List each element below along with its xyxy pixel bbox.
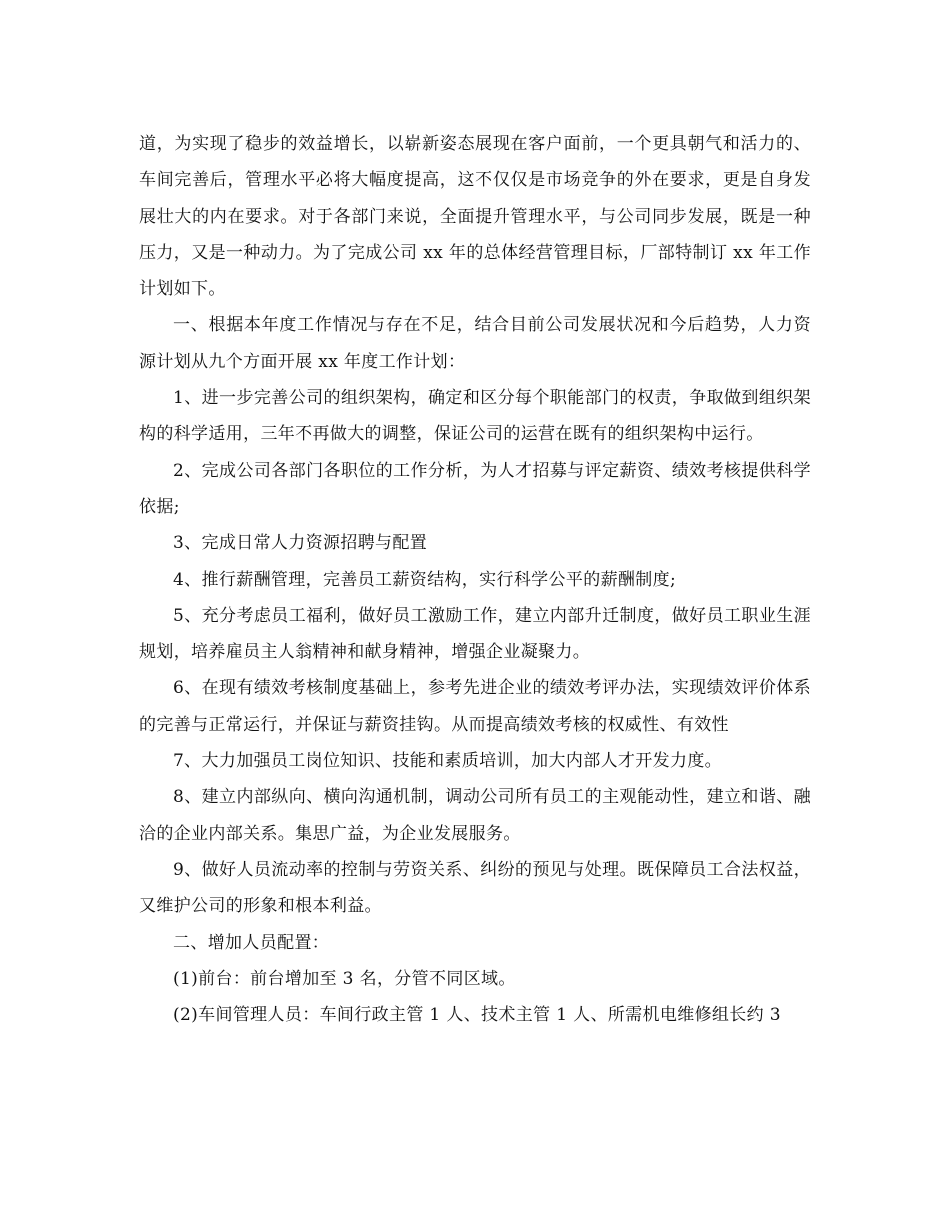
document-body <box>139 126 811 1033</box>
paragraph-staffing-front-desk: (1)前台：前台增加至 3 名，分管不同区域。 <box>173 968 516 989</box>
paragraph-item-3: 3、完成日常人力资源招聘与配置 <box>173 533 428 554</box>
paragraph-item-7: 7、大力加强员工岗位知识、技能和素质培训，加大内部人才开发力度。 <box>173 751 723 772</box>
paragraph-item-2: 2、完成公司各部门各职位的工作分析，为人才招募与评定薪资、绩效考核提供科学依据; <box>139 460 811 517</box>
paragraph-item-8: 8、建立内部纵向、横向沟通机制，调动公司所有员工的主观能动性，建立和谐、融洽的企业内部关系。集思广益，为企业发展服务。 <box>139 787 811 844</box>
paragraph-staffing-workshop: (2)车间管理人员：车间行政主管 1 人、技术主管 1 人、所需机电维修组长约 3 <box>173 1005 781 1026</box>
paragraph-section-one-heading: 一、根据本年度工作情况与存在不足，结合目前公司发展状况和今后趋势，人力资源计划从九个方面开展 xx 年度工作计划： <box>139 315 811 372</box>
paragraph-item-1: 1、进一步完善公司的组织架构，确定和区分每个职能部门的权责，争取做到组织架构的科学适用，三年不再做大的调整，保证公司的运营在既有的组织架构中运行。 <box>139 388 811 445</box>
paragraph-item-6: 6、在现有绩效考核制度基础上，参考先进企业的绩效考评办法，实现绩效评价体系的完善与正常运行，并保证与薪资挂钩。从而提高绩效考核的权威性、有效性 <box>139 678 811 735</box>
paragraph-intro: 道，为实现了稳步的效益增长，以崭新姿态展现在客户面前，一个更具朝气和活力的、车间完善后，管理水平必将大幅度提高，这不仅仅是市场竞争的外在要求，更是自身发展壮大的内在要求。对于各部门来说，全面提升管理水平，与公司同步发展，既是一种压力，又是一种动力。为了完成公司 xx 年的总体经营管理目标，厂部特制订 xx 年工作计划如下。 <box>139 134 811 300</box>
paragraph-item-9: 9、做好人员流动率的控制与劳资关系、纠纷的预见与处理。既保障员工合法权益，又维护公司的形象和根本利益。 <box>139 859 811 917</box>
paragraph-item-5: 5、充分考虑员工福利，做好员工激励工作，建立内部升迁制度，做好员工职业生涯规划，培养雇员主人翁精神和献身精神，增强企业凝聚力。 <box>139 605 811 663</box>
paragraph-section-two-heading: 二、增加人员配置： <box>173 932 330 953</box>
paragraph-item-4: 4、推行薪酬管理，完善员工薪资结构，实行科学公平的薪酬制度; <box>173 569 677 590</box>
